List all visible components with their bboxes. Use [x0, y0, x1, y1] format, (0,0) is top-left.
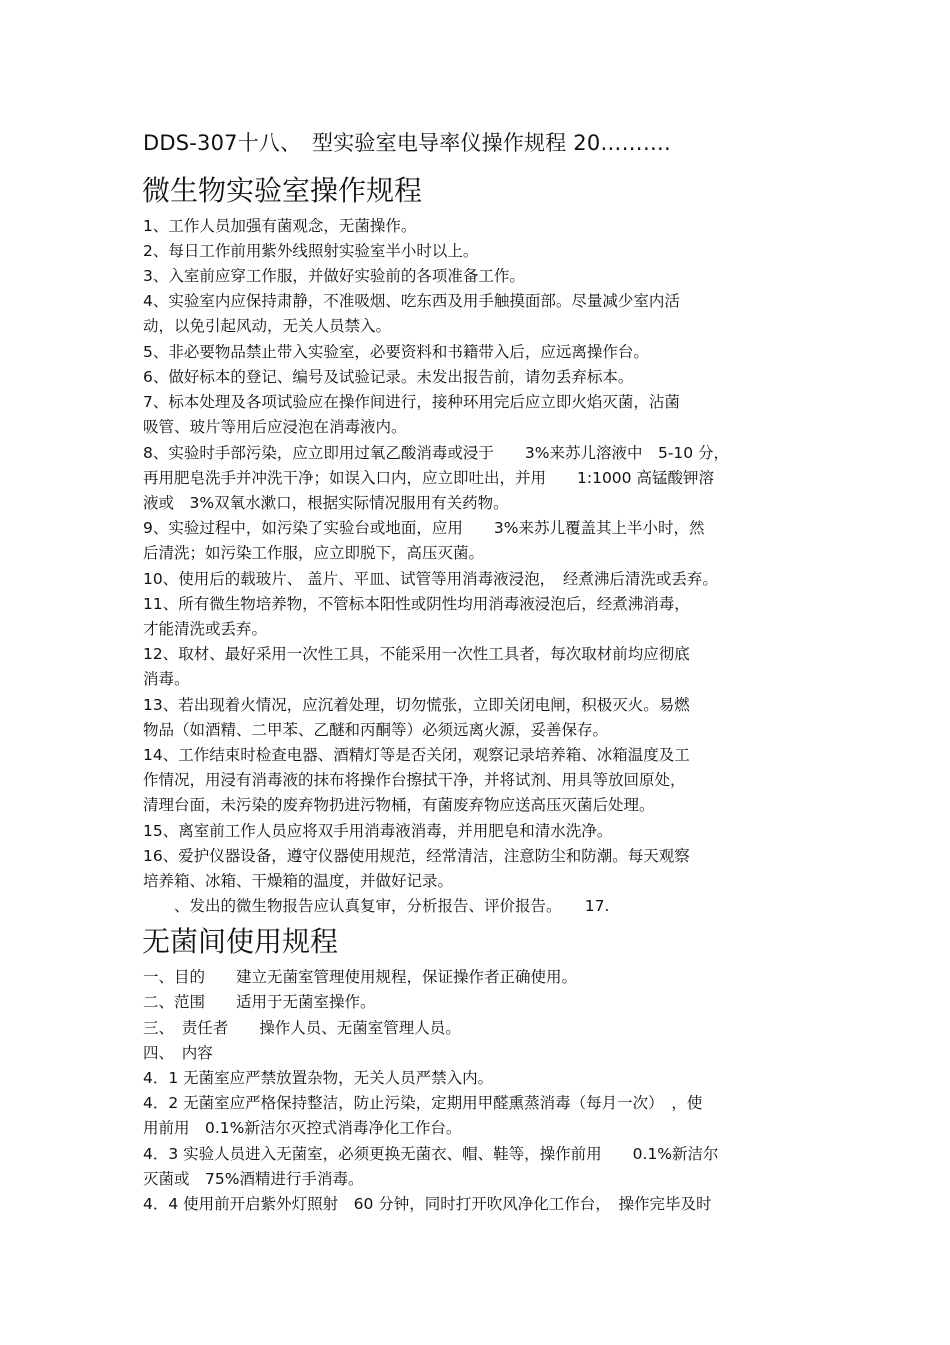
- text-line: 1、工作人员加强有菌观念，无菌操作。: [143, 217, 417, 235]
- text-line: 吸管、玻片等用后应浸泡在消毒液内。: [143, 418, 407, 436]
- text-line: 6、做好标本的登记、编号及试验记录。未发出报告前，请勿丢弃标本。: [143, 368, 634, 386]
- text-line: 消毒。: [143, 670, 190, 688]
- text-line: 16、爱护仪器设备，遵守仪器使用规范，经常清洁，注意防尘和防潮。每天观察: [143, 847, 690, 865]
- text-line: 4、实验室内应保持肃静，不准吸烟、吃东西及用手触摸面部。尽量减少室内活: [143, 292, 680, 310]
- text-line: 、发出的微生物报告应认真复审，分析报告、评价报告。 17.: [143, 897, 610, 915]
- text-line: 用前用 0.1%新洁尔灭控式消毒净化工作台。: [143, 1119, 462, 1137]
- text-line: 再用肥皂洗手并冲洗干净；如误入口内，应立即吐出，并用 1:1000 高锰酸钾溶: [143, 469, 714, 487]
- text-line: 才能清洗或丢弃。: [143, 620, 268, 638]
- text-line: 作情况，用浸有消毒液的抹布将操作台擦拭干净，并将试剂、用具等放回原处，: [143, 771, 686, 789]
- text-line: 15、离室前工作人员应将双手用消毒液消毒，并用肥皂和清水洗净。: [143, 822, 613, 840]
- text-line: 物品（如酒精、二甲苯、乙醚和丙酮等）必须远离火源，妥善保存。: [143, 721, 609, 739]
- text-line: 8、实验时手部污染，应立即用过氧乙酸消毒或浸于 3%来苏儿溶液中 5-10 分，: [143, 444, 730, 462]
- text-line: 3、入室前应穿工作服，并做好实验前的各项准备工作。: [143, 267, 525, 285]
- text-line: 后清洗；如污染工作服，应立即脱下，高压灭菌。: [143, 544, 485, 562]
- section-title-sterile-room: 无菌间使用规程: [142, 925, 339, 958]
- text-line: 一、目的 建立无菌室管理使用规程，保证操作者正确使用。: [143, 968, 578, 986]
- text-line: 11、所有微生物培养物，不管标本阳性或阴性均用消毒液浸泡后，经煮沸消毒，: [143, 595, 690, 613]
- text-line: 液或 3%双氧水漱口，根据实际情况服用有关药物。: [143, 494, 509, 512]
- text-line: 2、每日工作前用紫外线照射实验室半小时以上。: [143, 242, 479, 260]
- text-line: 10、使用后的载玻片、 盖片、平皿、试管等用消毒液浸泡， 经煮沸后清洗或丢弃。: [143, 570, 718, 588]
- text-line: 14、工作结束时检查电器、酒精灯等是否关闭，观察记录培养箱、冰箱温度及工: [143, 746, 690, 764]
- text-line: 三、 责任者 操作人员、无菌室管理人员。: [143, 1019, 461, 1037]
- text-line: 12、取材、最好采用一次性工具，不能采用一次性工具者，每次取材前均应彻底: [143, 645, 690, 663]
- text-line: 4．4 使用前开启紫外灯照射 60 分钟，同时打开吹风净化工作台， 操作完毕及时: [143, 1195, 712, 1213]
- text-line: 培养箱、冰箱、干燥箱的温度，并做好记录。: [143, 872, 454, 890]
- text-line: 13、若出现着火情况，应沉着处理，切勿慌张，立即关闭电闸，积极灭火。易燃: [143, 696, 690, 714]
- section-title-microbiology-lab: 微生物实验室操作规程: [142, 174, 423, 207]
- text-line: 5、非必要物品禁止带入实验室，必要资料和书籍带入后，应远离操作台。: [143, 343, 649, 361]
- text-line: 清理台面，未污染的废弃物扔进污物桶，有菌废弃物应送高压灭菌后处理。: [143, 796, 655, 814]
- text-line: 4．3 实验人员进入无菌室，必须更换无菌衣、帽、鞋等，操作前用 0.1%新洁尔: [143, 1145, 719, 1163]
- text-line: 7、标本处理及各项试验应在操作间进行，接种环用完后应立即火焰灭菌，沾菌: [143, 393, 680, 411]
- text-line: 4．2 无菌室应严格保持整洁，防止污染，定期用甲醛熏蒸消毒（每月一次） ，使: [143, 1094, 703, 1112]
- text-line: 动，以免引起风动，无关人员禁入。: [143, 317, 392, 335]
- text-line: 二、范围 适用于无菌室操作。: [143, 993, 376, 1011]
- text-line: 9、实验过程中，如污染了实验台或地面，应用 3%来苏儿覆盖其上半小时，然: [143, 519, 705, 537]
- text-line: 4．1 无菌室应严禁放置杂物，无关人员严禁入内。: [143, 1069, 494, 1087]
- toc-entry: DDS-307十八、 型实验室电导率仪操作规程 20……….: [143, 131, 671, 155]
- text-line: 灭菌或 75%酒精进行手消毒。: [143, 1170, 364, 1188]
- text-line: 四、 内容: [143, 1044, 213, 1062]
